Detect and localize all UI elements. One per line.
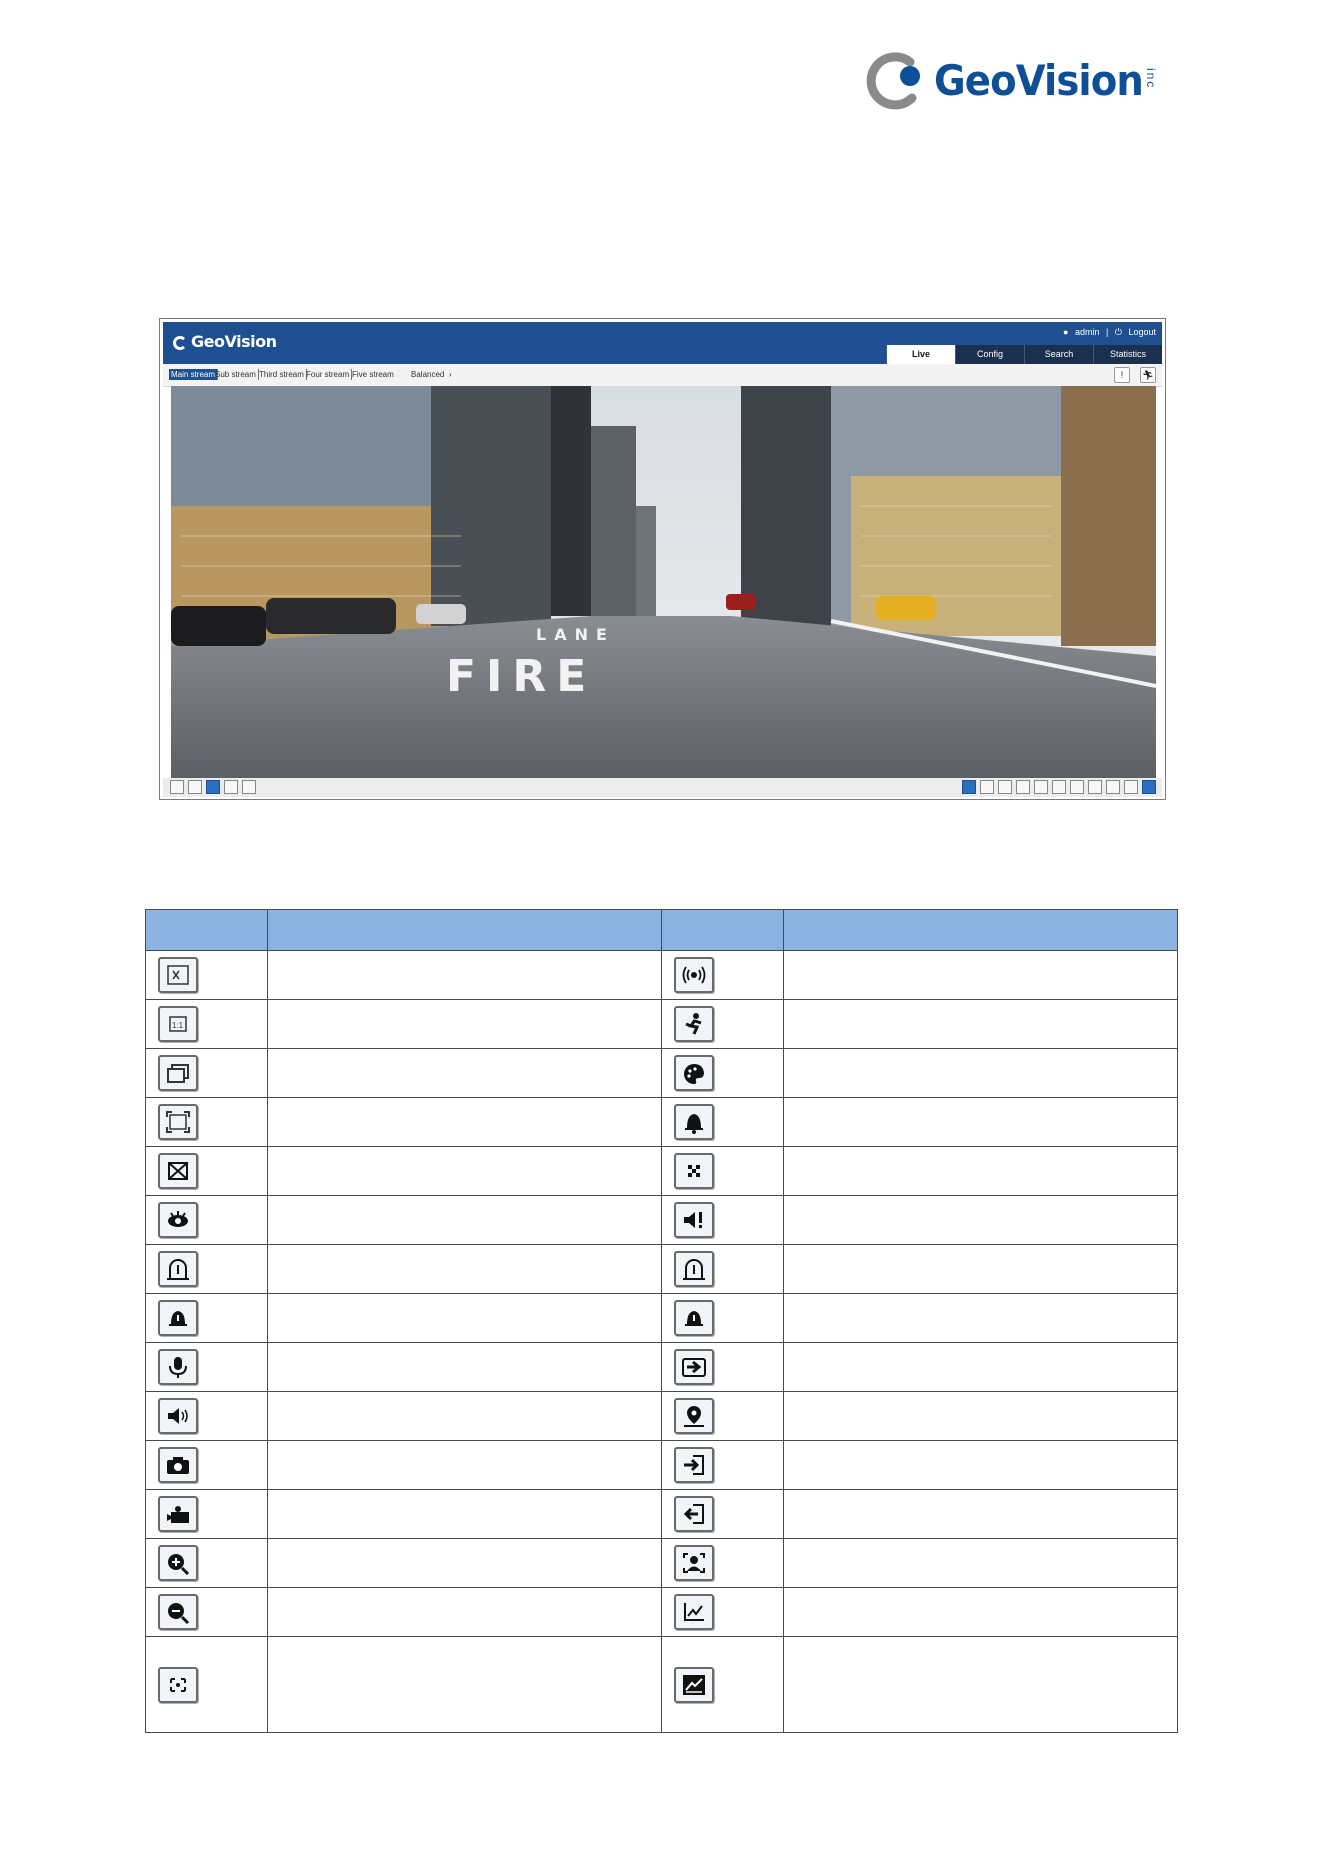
description-cell	[268, 1147, 662, 1196]
icon-cell	[661, 1098, 783, 1147]
tab-statistics[interactable]: Statistics	[1093, 345, 1162, 364]
icon-cell	[661, 1147, 783, 1196]
header-cell	[268, 910, 662, 951]
film-icon[interactable]	[1124, 780, 1138, 794]
view-eye-icon[interactable]	[962, 780, 976, 794]
alarm-bell-icon	[674, 1300, 714, 1336]
geovision-inc: inc	[1144, 68, 1158, 90]
live-view-screenshot	[159, 318, 1166, 800]
icon-cell	[661, 1196, 783, 1245]
table-row	[146, 1049, 1178, 1098]
table-row	[146, 1588, 1178, 1637]
svg-text:FIRE: FIRE	[446, 651, 597, 702]
motion-person-icon	[674, 1006, 714, 1042]
description-cell	[268, 951, 662, 1000]
table-row	[146, 1098, 1178, 1147]
icon-cell	[146, 1539, 268, 1588]
stream-five[interactable]: Five stream	[352, 370, 394, 379]
palette-icon	[674, 1055, 714, 1091]
alarm-output-icon	[158, 1251, 198, 1287]
header-cell	[784, 910, 1178, 951]
table-row	[146, 1441, 1178, 1490]
stream-bar	[163, 364, 1162, 387]
bottom-toolbar	[163, 778, 1162, 797]
audio-alarm-icon	[674, 1202, 714, 1238]
description-cell	[268, 1245, 662, 1294]
alarm-output-icon[interactable]	[980, 780, 994, 794]
zoom-in-icon[interactable]	[1070, 780, 1084, 794]
icon-cell	[661, 1490, 783, 1539]
power-icon: ⏻	[1114, 327, 1122, 337]
icon-table	[145, 909, 1178, 1733]
fit-ratio-icon	[158, 1006, 198, 1042]
fit-ratio-icon[interactable]	[188, 780, 202, 794]
header-cell	[146, 910, 268, 951]
stretch-icon	[158, 1153, 198, 1189]
header-cell	[661, 910, 783, 951]
camera-video-frame[interactable]	[171, 386, 1156, 778]
camera-snapshot-icon	[158, 1447, 198, 1483]
original-size-icon[interactable]	[170, 780, 184, 794]
alarm-output-icon[interactable]: !	[1114, 367, 1130, 383]
description-cell	[784, 1392, 1178, 1441]
icon-cell	[146, 1000, 268, 1049]
description-cell	[268, 1343, 662, 1392]
user-area: ● admin | ⏻ Logout	[1062, 327, 1156, 337]
icon-cell	[146, 1637, 268, 1733]
description-cell	[268, 1098, 662, 1147]
description-cell	[268, 1392, 662, 1441]
enter-icon	[674, 1447, 714, 1483]
icon-cell	[661, 1000, 783, 1049]
redirect-arrow-icon	[674, 1349, 714, 1385]
description-cell	[268, 1490, 662, 1539]
mosaic-icon	[674, 1153, 714, 1189]
description-cell	[784, 951, 1178, 1000]
microphone-icon[interactable]	[998, 780, 1012, 794]
stream-main[interactable]: Main stream	[169, 369, 218, 380]
table-row	[146, 1196, 1178, 1245]
icon-cell	[146, 951, 268, 1000]
zoom-out-icon	[158, 1594, 198, 1630]
description-cell	[784, 1539, 1178, 1588]
icon-cell	[146, 1441, 268, 1490]
alarm-output-icon	[674, 1251, 714, 1287]
exit-icon	[674, 1496, 714, 1532]
icon-cell	[661, 1588, 783, 1637]
icon-cell	[661, 1441, 783, 1490]
description-cell	[784, 1343, 1178, 1392]
quick-icons	[1114, 367, 1156, 383]
description-cell	[784, 1637, 1178, 1733]
focus-area-icon[interactable]	[1106, 780, 1120, 794]
window-mode-icon[interactable]	[206, 780, 220, 794]
tab-search[interactable]: Search	[1024, 345, 1093, 364]
location-pin-icon	[674, 1398, 714, 1434]
username[interactable]: admin	[1074, 327, 1100, 337]
record-video-icon[interactable]	[1052, 780, 1066, 794]
record-video-icon	[158, 1496, 198, 1532]
table-header	[146, 910, 1178, 951]
fullscreen-icon	[158, 1104, 198, 1140]
icon-cell	[661, 1049, 783, 1098]
description-cell	[268, 1196, 662, 1245]
description-cell	[784, 1245, 1178, 1294]
table-row	[146, 1147, 1178, 1196]
window-mode-icon	[158, 1055, 198, 1091]
description-cell	[784, 1441, 1178, 1490]
description-cell	[784, 1588, 1178, 1637]
icon-cell	[146, 1245, 268, 1294]
icon-cell	[661, 951, 783, 1000]
table-row	[146, 1294, 1178, 1343]
line-chart-icon	[674, 1594, 714, 1630]
description-cell	[784, 1098, 1178, 1147]
description-cell	[268, 1637, 662, 1733]
icon-cell	[146, 1196, 268, 1245]
bell-icon	[674, 1104, 714, 1140]
table-row	[146, 1245, 1178, 1294]
alarm-bell-icon	[158, 1300, 198, 1336]
description-cell	[784, 1000, 1178, 1049]
icon-cell	[661, 1637, 783, 1733]
icon-cell	[661, 1539, 783, 1588]
table-row	[146, 1392, 1178, 1441]
logout-link[interactable]: Logout	[1128, 327, 1156, 337]
description-cell	[784, 1490, 1178, 1539]
microphone-icon	[158, 1349, 198, 1385]
stream-third[interactable]: Third stream	[257, 369, 307, 380]
geovision-logo	[866, 42, 1166, 118]
description-cell	[784, 1294, 1178, 1343]
description-cell	[268, 1294, 662, 1343]
motion-person-icon[interactable]: 🏃︎	[1140, 367, 1156, 383]
description-cell	[268, 1000, 662, 1049]
icon-cell	[146, 1343, 268, 1392]
area-chart-icon	[674, 1667, 714, 1703]
icon-cell	[661, 1294, 783, 1343]
svg-text:LANE: LANE	[536, 625, 615, 644]
geovision-logo-mark-icon	[866, 46, 924, 112]
settings-icon[interactable]	[1142, 780, 1156, 794]
alarm-signal-icon	[674, 957, 714, 993]
user-icon: ●	[1062, 327, 1069, 337]
main-tabs	[886, 345, 1162, 364]
zoom-out-icon[interactable]	[1088, 780, 1102, 794]
description-cell	[784, 1147, 1178, 1196]
icon-cell	[146, 1392, 268, 1441]
table-row	[146, 951, 1178, 1000]
description-cell	[784, 1196, 1178, 1245]
description-cell	[268, 1049, 662, 1098]
stream-sub[interactable]: Sub stream	[213, 369, 259, 380]
stream-four[interactable]: Four stream	[304, 369, 352, 380]
icon-cell	[146, 1049, 268, 1098]
header-bar	[163, 322, 1162, 364]
icon-cell	[661, 1245, 783, 1294]
focus-area-icon	[158, 1667, 198, 1703]
icon-cell	[146, 1147, 268, 1196]
table-row	[146, 1343, 1178, 1392]
description-cell	[268, 1441, 662, 1490]
table-row	[146, 1000, 1178, 1049]
icon-cell	[146, 1098, 268, 1147]
table-row	[146, 1539, 1178, 1588]
icon-cell	[146, 1588, 268, 1637]
speaker-icon[interactable]	[1016, 780, 1030, 794]
description-cell	[784, 1049, 1178, 1098]
mode-select[interactable]: Balanced ›	[411, 370, 452, 379]
table-row	[146, 1490, 1178, 1539]
description-cell	[268, 1588, 662, 1637]
tab-config[interactable]: Config	[955, 345, 1024, 364]
original-size-icon	[158, 957, 198, 993]
icon-cell	[661, 1392, 783, 1441]
camera-snapshot-icon[interactable]	[1034, 780, 1048, 794]
svg-text:1:1: 1:1	[172, 1021, 184, 1030]
zoom-in-icon	[158, 1545, 198, 1581]
table-row	[146, 1637, 1178, 1733]
tab-live[interactable]: Live	[886, 345, 955, 364]
icon-cell	[661, 1343, 783, 1392]
description-cell	[268, 1539, 662, 1588]
fullscreen-icon[interactable]	[224, 780, 238, 794]
stretch-icon[interactable]	[242, 780, 256, 794]
face-portrait-icon	[674, 1545, 714, 1581]
geovision-wordmark: GeoVision	[934, 56, 1143, 105]
view-eye-icon	[158, 1202, 198, 1238]
speaker-icon	[158, 1398, 198, 1434]
header-logo: GeoVision	[173, 332, 276, 351]
icon-cell	[146, 1294, 268, 1343]
icon-cell	[146, 1490, 268, 1539]
